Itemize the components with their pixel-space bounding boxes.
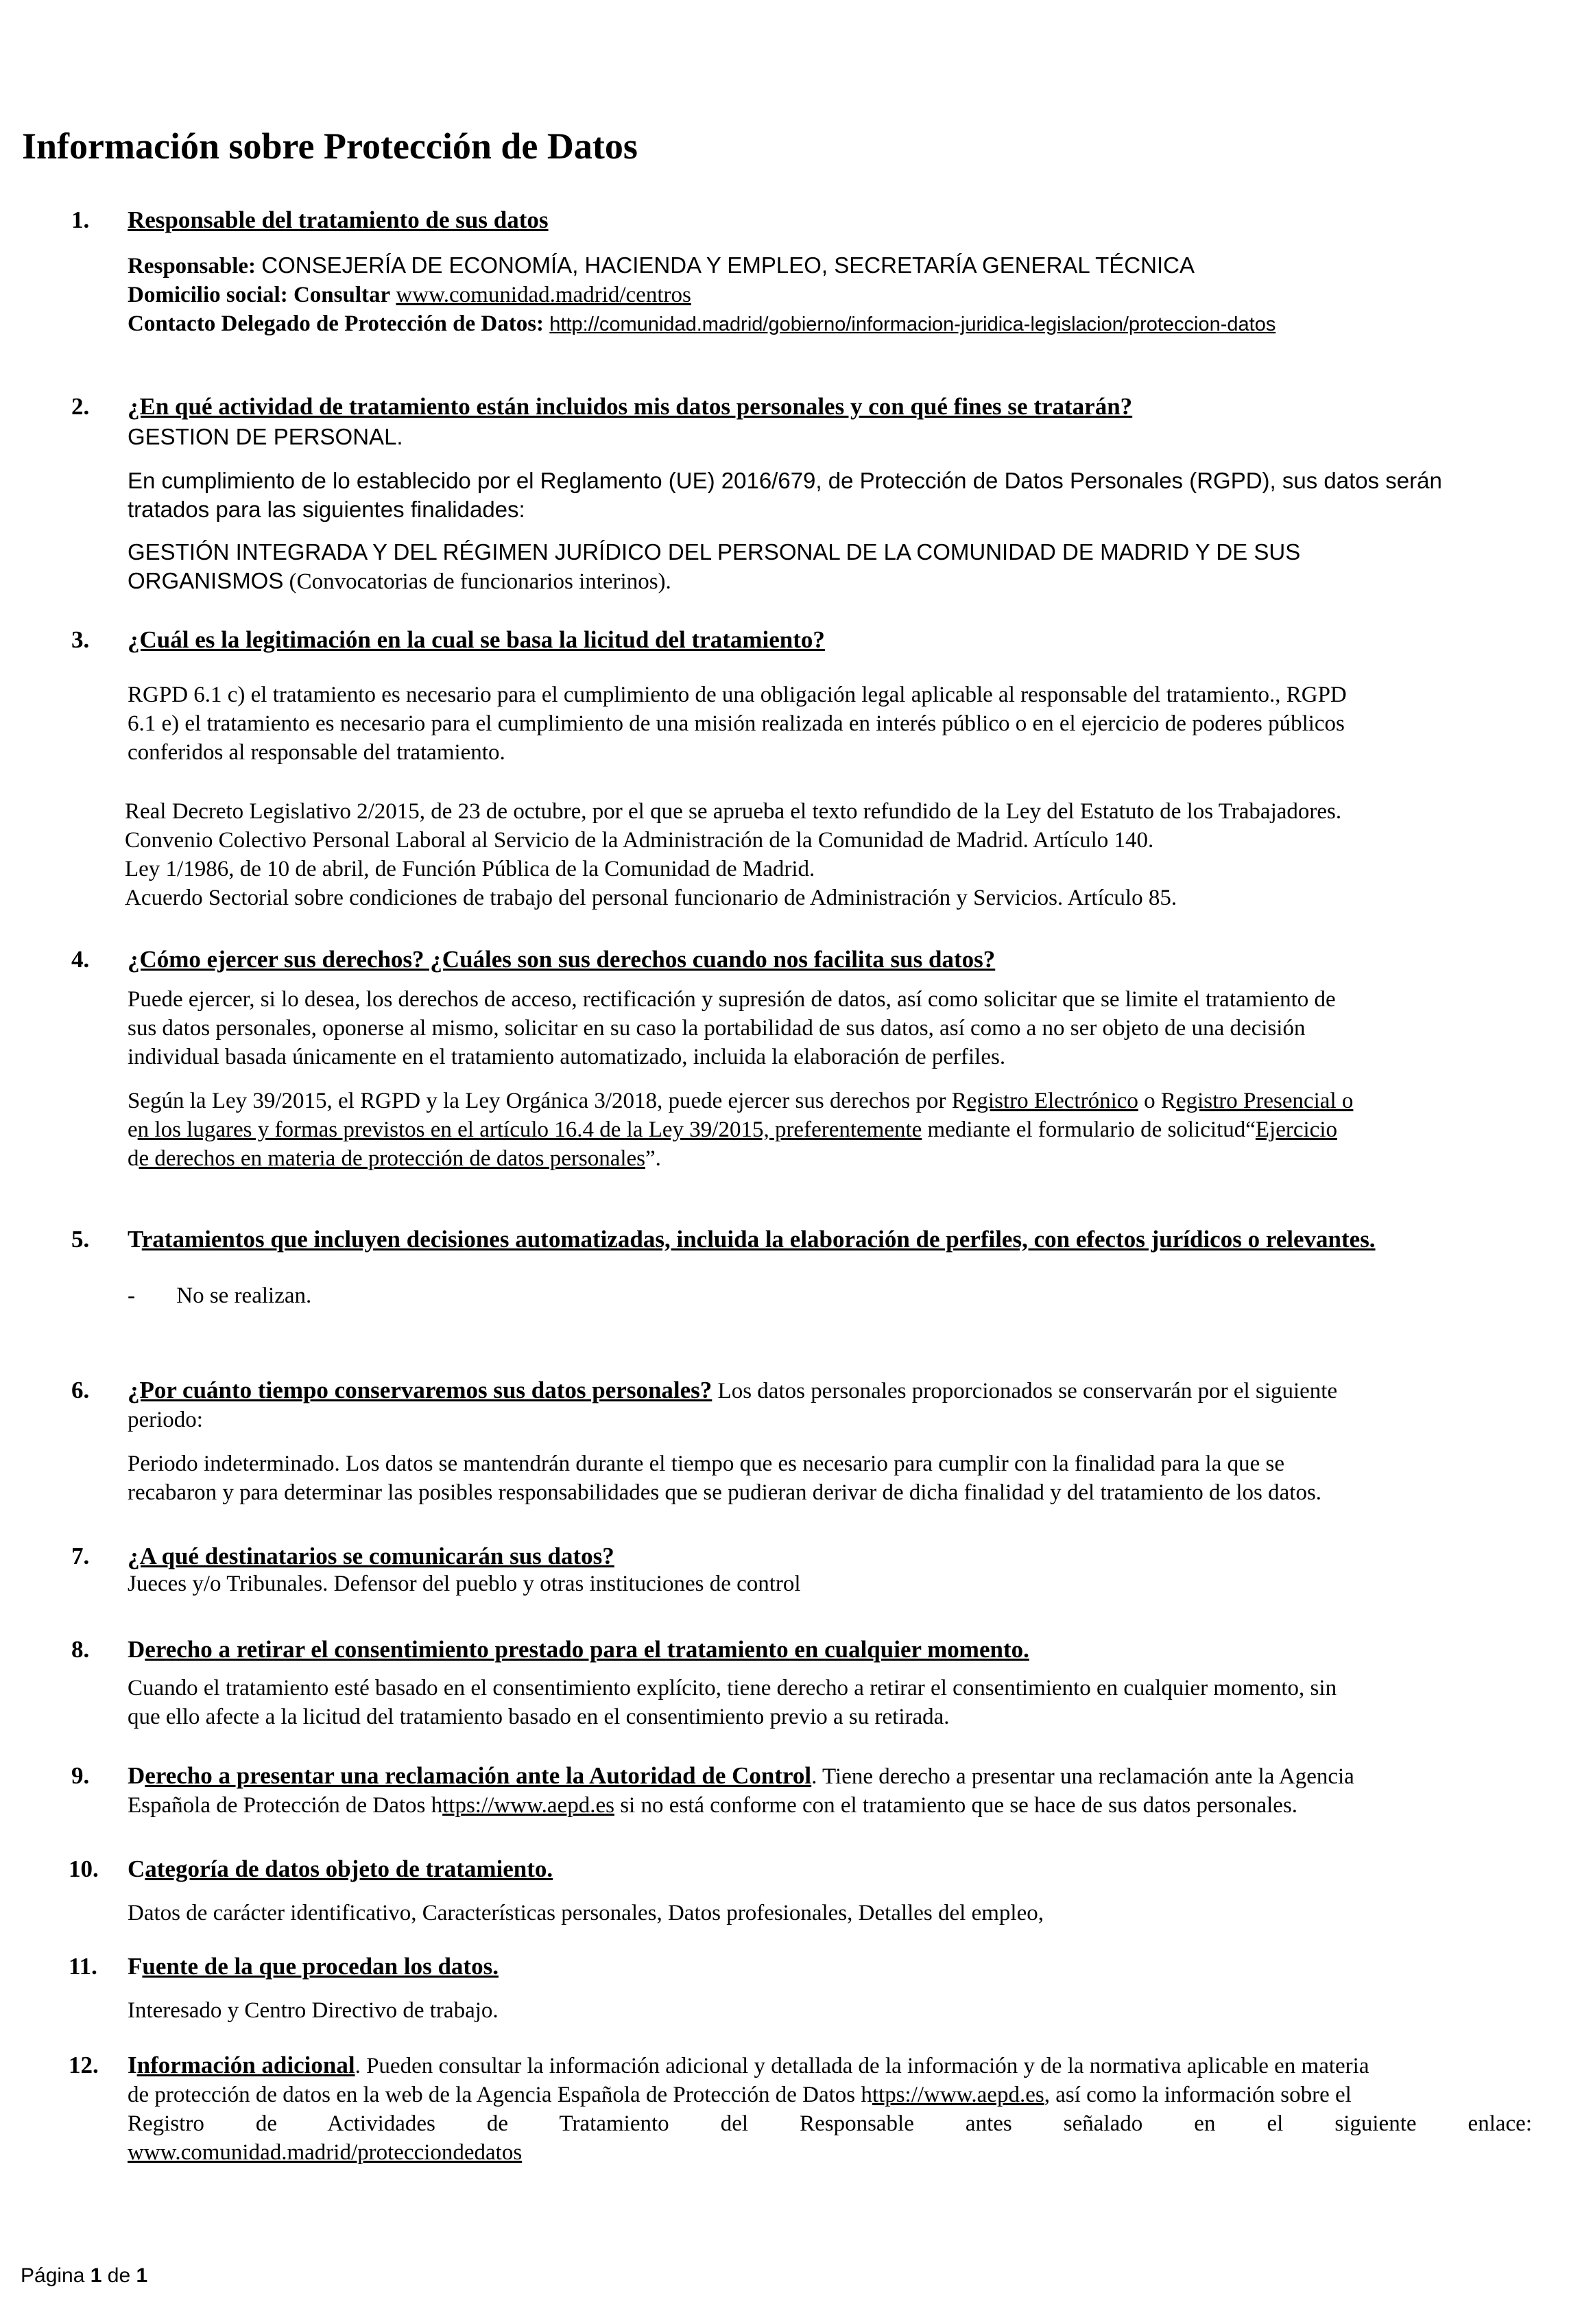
additional-info-line bbox=[128, 2051, 1532, 2080]
section-number: 1. bbox=[71, 206, 90, 233]
activity-name: GESTION DE PERSONAL. bbox=[128, 424, 403, 449]
section-number: 6. bbox=[71, 1377, 90, 1403]
section-body bbox=[128, 1569, 1533, 1598]
contacto-line bbox=[128, 309, 1533, 339]
section-body bbox=[125, 680, 1533, 912]
rights-channels-line bbox=[128, 1087, 1533, 1115]
text-fragment: . Tiene derecho a presentar una reclamación ante la Agencia bbox=[811, 1764, 1354, 1789]
section-body bbox=[128, 1762, 1533, 1820]
aepd-link[interactable]: ttps://www.aepd.es bbox=[442, 1793, 614, 1818]
rgpd-line: 6.1 e) el tratamiento es necesario para el cumplimiento de una misión realizada en interés público o en el ejercicio de poderes públicos bbox=[128, 711, 1345, 736]
dpd-link[interactable]: http://comunidad.madrid/gobierno/informacion-juridica-legislacion/proteccion-datos bbox=[549, 313, 1276, 335]
complaint-line bbox=[128, 1791, 1533, 1820]
retention-line: recabaron y para determinar las posibles responsabilidades que se pudieran derivar de dicha finalidad y del tratamiento de los datos. bbox=[128, 1480, 1322, 1505]
heading-initial: T bbox=[128, 1226, 142, 1253]
footer-prefix: Página bbox=[21, 2264, 91, 2287]
complaint-line bbox=[128, 1762, 1533, 1791]
law-line: Real Decreto Legislativo 2/2015, de 23 de octubre, por el que se aprueba el texto refundido de la Ley del Estatuto de los Trabajadores. bbox=[125, 799, 1342, 824]
purpose-line: GESTIÓN INTEGRADA Y DEL RÉGIMEN JURÍDICO DEL PERSONAL DE LA COMUNIDAD DE MADRID Y DE SUS bbox=[128, 539, 1301, 565]
section-heading: ¿En qué actividad de tratamiento están incluidos mis datos personales y con qué fines se tratarán? bbox=[128, 393, 1133, 420]
section-number: 7. bbox=[71, 1543, 90, 1569]
bullet-dash: - bbox=[128, 1283, 135, 1308]
heading-initial: I bbox=[128, 2052, 137, 2078]
ley-39-2015-link[interactable]: n los lugares y formas previstos en el artículo 16.4 de la Ley 39/2015, preferentemente bbox=[137, 1117, 922, 1142]
registro-presencial-link[interactable]: egistro Presencial o bbox=[1175, 1089, 1354, 1113]
domicilio-label: Domicilio social: Consultar bbox=[128, 283, 391, 307]
heading-text: uente de la que procedan los datos. bbox=[142, 1953, 499, 1980]
section-body bbox=[128, 2051, 1532, 2167]
derechos-form-link[interactable]: e derechos en materia de protección de datos personales bbox=[139, 1146, 646, 1171]
heading-text: ategoría de datos objeto de tratamiento. bbox=[145, 1855, 553, 1882]
text-fragment: Española de Protección de Datos h bbox=[128, 1793, 443, 1818]
section-heading: Responsable del tratamiento de sus datos bbox=[128, 206, 549, 233]
section-number: 12. bbox=[69, 2052, 99, 2078]
section-heading bbox=[128, 1225, 1376, 1254]
section-number: 2. bbox=[71, 393, 90, 420]
heading-initial: D bbox=[128, 1762, 145, 1789]
list-item-text: No se realizan. bbox=[176, 1283, 312, 1308]
section-heading bbox=[128, 1855, 553, 1884]
centros-link[interactable]: www.comunidad.madrid/centros bbox=[396, 283, 691, 307]
section-body bbox=[128, 985, 1533, 1173]
recipients-text: Jueces y/o Tribunales. Defensor del pueblo y otras instituciones de control bbox=[128, 1572, 801, 1596]
aepd-link[interactable]: ttps://www.aepd.es bbox=[872, 2083, 1044, 2107]
retention-line: Periodo indeterminado. Los datos se mantendrán durante el tiempo que es necesario para cumplir con la finalidad para la que se bbox=[128, 1451, 1284, 1476]
section-body bbox=[128, 1899, 1533, 1928]
text-fragment: mediante el formulario de solicitud“ bbox=[922, 1117, 1256, 1142]
current-page: 1 bbox=[90, 2264, 102, 2287]
section-body bbox=[128, 1674, 1533, 1731]
intro-line: periodo: bbox=[128, 1408, 203, 1432]
text-fragment: si no está conforme con el tratamiento que se hace de sus datos personales. bbox=[614, 1793, 1298, 1818]
section-heading: ¿A qué destinatarios se comunicarán sus datos? bbox=[128, 1543, 614, 1569]
additional-info-line: Registro de Actividades de Tratamiento del Responsable antes señalado en el siguiente enlace: bbox=[128, 2111, 1532, 2136]
consent-line: que ello afecte a la licitud del tratamiento basado en el consentimiento previo a su retirada. bbox=[128, 1705, 950, 1729]
heading-initial: D bbox=[128, 1636, 145, 1663]
law-line: Convenio Colectivo Personal Laboral al Servicio de la Administración de la Comunidad de Madrid. Artículo 140. bbox=[125, 828, 1154, 853]
additional-info-line bbox=[128, 2138, 1532, 2167]
section-heading: nformación adicional bbox=[136, 2052, 355, 2078]
section-number: 3. bbox=[71, 626, 90, 653]
text-fragment: de protección de datos en la web de la Agencia Española de Protección de Datos h bbox=[128, 2083, 872, 2107]
purpose-rest: (Convocatorias de funcionarios interinos). bbox=[289, 569, 671, 594]
rights-line: sus datos personales, oponerse al mismo, solicitar en su caso la portabilidad de sus datos, así como a no ser objeto de una decisión bbox=[128, 1016, 1306, 1041]
purpose-line bbox=[128, 567, 1533, 596]
total-pages: 1 bbox=[136, 2264, 148, 2287]
contacto-label: Contacto Delegado de Protección de Datos: bbox=[128, 311, 544, 336]
text-fragment: . Pueden consultar la información adicional y detallada de la información y de la normativa aplicable en materia bbox=[355, 2054, 1369, 2078]
responsable-line bbox=[128, 251, 1533, 281]
rights-line: Puede ejercer, si lo desea, los derechos de acceso, rectificación y supresión de datos, así como solicitar que se limite el tratamiento de bbox=[128, 987, 1336, 1012]
ejercicio-link[interactable]: Ejercicio bbox=[1255, 1117, 1337, 1142]
law-line: Acuerdo Sectorial sobre condiciones de trabajo del personal funcionario de Administración y Servicios. Artículo 85. bbox=[125, 886, 1177, 910]
heading-initial: C bbox=[128, 1855, 145, 1882]
registro-electronico-link[interactable]: egistro Electrónico bbox=[966, 1089, 1138, 1113]
section-heading: ¿Cómo ejercer sus derechos? ¿Cuáles son sus derechos cuando nos facilita sus datos? bbox=[128, 946, 996, 973]
section-number: 11. bbox=[69, 1953, 97, 1980]
rights-channels-line bbox=[128, 1144, 1533, 1173]
domicilio-line bbox=[128, 281, 1533, 309]
intro-line bbox=[128, 1376, 1533, 1406]
heading-initial: F bbox=[128, 1953, 143, 1980]
heading-text: erecho a retirar el consentimiento prestado para el tratamiento en cualquier momento. bbox=[145, 1636, 1029, 1663]
section-heading: ¿Por cuánto tiempo conservaremos sus datos personales? bbox=[128, 1377, 712, 1403]
page-footer bbox=[21, 2262, 147, 2290]
proteccion-datos-link[interactable]: www.comunidad.madrid/protecciondedatos bbox=[128, 2140, 523, 2165]
page-title: Información sobre Protección de Datos bbox=[22, 126, 638, 167]
section-heading: ¿Cuál es la legitimación en la cual se basa la licitud del tratamiento? bbox=[128, 626, 825, 653]
footer-separator: de bbox=[101, 2264, 136, 2287]
text-fragment: o R bbox=[1138, 1089, 1176, 1113]
section-number: 8. bbox=[71, 1636, 90, 1663]
text-fragment: e bbox=[128, 1117, 138, 1142]
responsable-label: Responsable: bbox=[128, 254, 256, 278]
law-line: Ley 1/1986, de 10 de abril, de Función Pública de la Comunidad de Madrid. bbox=[125, 857, 815, 881]
text-fragment: d bbox=[128, 1146, 139, 1171]
list-item bbox=[128, 1281, 1533, 1310]
responsable-value: CONSEJERÍA DE ECONOMÍA, HACIENDA Y EMPLEO, SECRETARÍA GENERAL TÉCNICA bbox=[261, 252, 1195, 278]
consent-line: Cuando el tratamiento esté basado en el consentimiento explícito, tiene derecho a retirar el consentimiento en cualquier momento, sin bbox=[128, 1676, 1337, 1700]
section-body bbox=[128, 423, 1533, 596]
section-heading bbox=[128, 1952, 499, 1981]
text-line: En cumplimiento de lo establecido por el Reglamento (UE) 2016/679, de Protección de Datos Personales (RGPD), sus datos serán bbox=[128, 468, 1442, 493]
additional-info-line bbox=[128, 2080, 1532, 2109]
section-number: 5. bbox=[71, 1226, 90, 1253]
section-body bbox=[128, 1996, 1533, 2025]
section-number: 10. bbox=[69, 1855, 99, 1882]
section-heading: erecho a presentar una reclamación ante la Autoridad de Control bbox=[145, 1762, 812, 1789]
section-heading bbox=[128, 1635, 1029, 1664]
rights-line: individual basada únicamente en el tratamiento automatizado, incluida la elaboración de perfiles. bbox=[128, 1045, 1006, 1069]
text-line: tratados para las siguientes finalidades: bbox=[128, 497, 525, 522]
text-fragment: , así como la información sobre el bbox=[1044, 2083, 1352, 2107]
section-body bbox=[128, 1281, 1533, 1310]
text-fragment: ”. bbox=[645, 1146, 661, 1171]
section-body bbox=[128, 1376, 1533, 1507]
data-categories-text: Datos de carácter identificativo, Características personales, Datos profesionales, Detalles del empleo, bbox=[128, 1901, 1044, 1925]
purpose-caps: ORGANISMOS bbox=[128, 568, 284, 593]
section-body bbox=[128, 251, 1533, 339]
text-fragment: Según la Ley 39/2015, el RGPD y la Ley Orgánica 3/2018, puede ejercer sus derechos por R bbox=[128, 1089, 967, 1113]
heading-text: ratamientos que incluyen decisiones automatizadas, incluida la elaboración de perfiles, con efectos jurídicos o relevantes. bbox=[141, 1226, 1376, 1253]
data-source-text: Interesado y Centro Directivo de trabajo. bbox=[128, 1998, 499, 2023]
rgpd-line: conferidos al responsable del tratamiento. bbox=[128, 740, 505, 765]
intro-rest: Los datos personales proporcionados se conservarán por el siguiente bbox=[712, 1379, 1338, 1403]
section-number: 9. bbox=[71, 1762, 90, 1789]
section-number: 4. bbox=[71, 946, 90, 973]
rights-channels-line bbox=[128, 1115, 1533, 1144]
rgpd-line: RGPD 6.1 c) el tratamiento es necesario para el cumplimiento de una obligación legal aplicable al responsable del tratamiento., RGPD bbox=[128, 683, 1347, 707]
